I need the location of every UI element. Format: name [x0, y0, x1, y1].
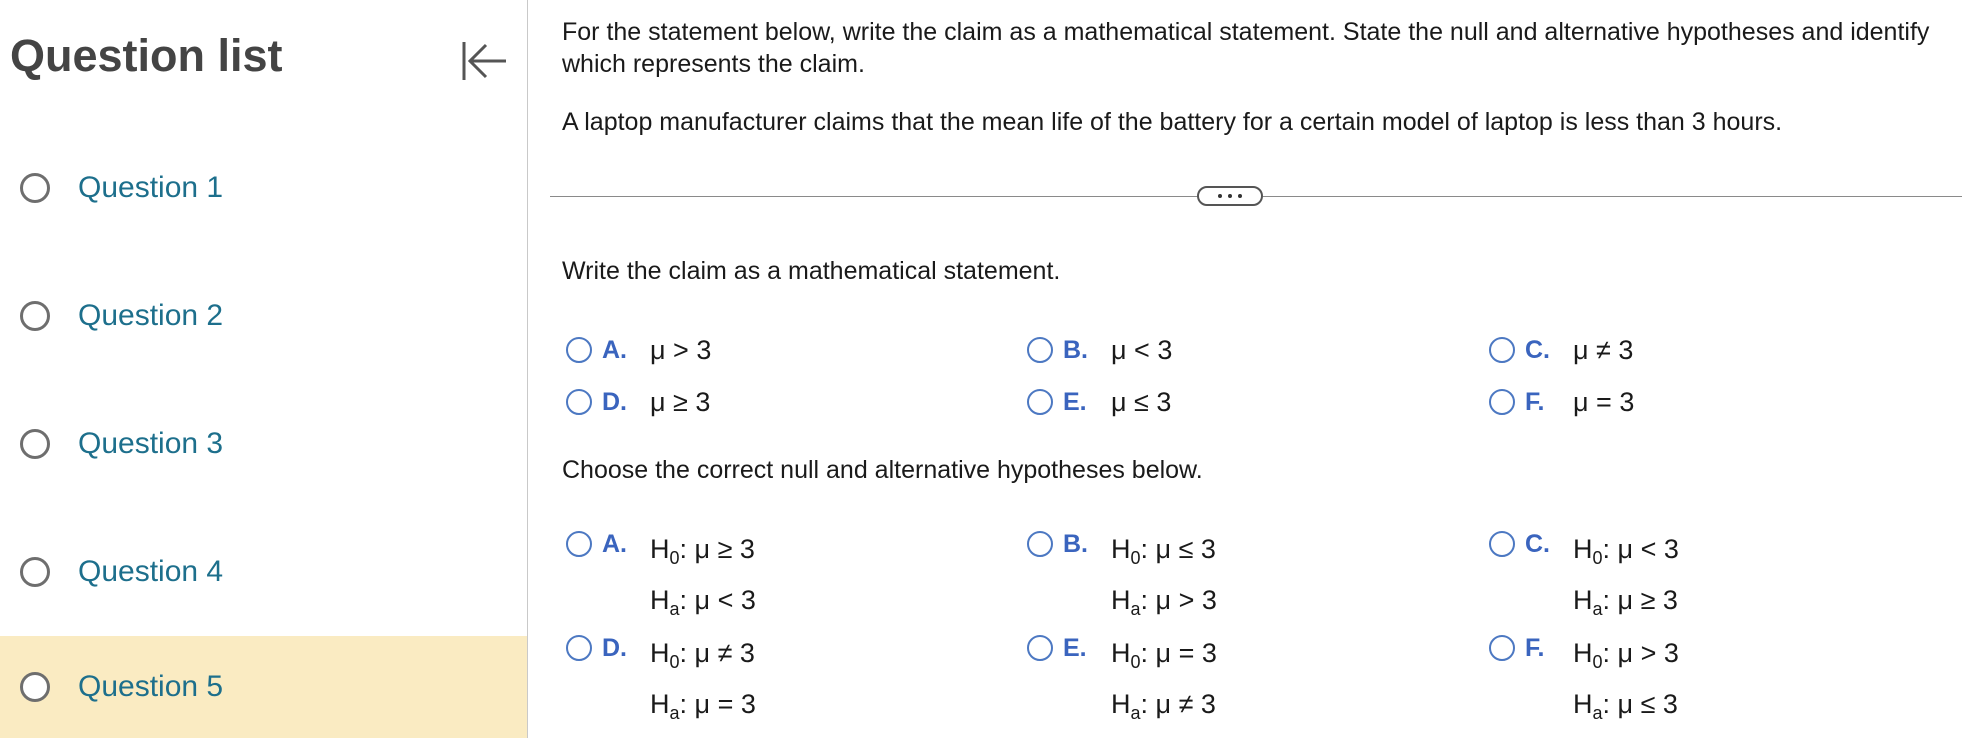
option-letter: B.	[1063, 336, 1088, 364]
question-content	[529, 0, 1962, 738]
null-hypothesis: $H_0$: μ ≠ 3	[650, 638, 755, 672]
question-instructions: For the statement below, write the claim as a mathematical statement. State the null and alternative hypotheses and identify which represents the claim.	[562, 18, 1930, 78]
part1-option-d[interactable]	[566, 386, 710, 418]
part2-prompt: Choose the correct null and alternative hypotheses below.	[562, 456, 1203, 484]
question-status-radio	[20, 557, 50, 587]
option-text: μ ≥ 3	[650, 387, 711, 417]
sidebar-item-question-5[interactable]	[0, 636, 527, 738]
claim-statement: A laptop manufacturer claims that the mean life of the battery for a certain model of laptop is less than 3 hours.	[562, 108, 1783, 136]
radio-button[interactable]	[566, 389, 592, 415]
alternative-hypothesis: $H_a$: μ > 3	[1111, 585, 1217, 619]
radio-button[interactable]	[1489, 635, 1515, 661]
null-hypothesis: $H_0$: μ ≤ 3	[1111, 534, 1216, 568]
part1-option-b[interactable]	[1027, 334, 1172, 366]
option-letter: C.	[1525, 336, 1550, 364]
option-letter: F.	[1525, 634, 1545, 662]
ellipsis-icon[interactable]	[1197, 186, 1263, 206]
part2-option-e[interactable]	[1027, 632, 1217, 734]
option-text: μ = 3	[1573, 387, 1635, 417]
alternative-hypothesis: $H_a$: μ ≥ 3	[1573, 585, 1678, 619]
null-hypothesis: $H_0$: μ > 3	[1573, 638, 1679, 672]
question-list-sidebar	[0, 0, 528, 738]
option-letter: E.	[1063, 634, 1087, 662]
option-letter: A.	[602, 336, 627, 364]
option-letter: D.	[602, 634, 627, 662]
question-status-radio	[20, 301, 50, 331]
null-hypothesis: $H_0$: μ ≥ 3	[650, 534, 755, 568]
sidebar-item-label: Question 3	[78, 427, 224, 460]
option-text: μ ≤ 3	[1111, 387, 1172, 417]
hypotheses-pair	[650, 528, 756, 630]
hypotheses-pair	[1111, 528, 1217, 630]
null-hypothesis: $H_0$: μ < 3	[1573, 534, 1679, 568]
option-letter: A.	[602, 530, 627, 558]
radio-button[interactable]	[1489, 531, 1515, 557]
hypotheses-pair	[650, 632, 756, 734]
option-letter: F.	[1525, 388, 1545, 416]
part1-prompt: Write the claim as a mathematical statement.	[562, 257, 1061, 285]
option-letter: D.	[602, 388, 627, 416]
part2-option-c[interactable]	[1489, 528, 1679, 630]
radio-button[interactable]	[1489, 389, 1515, 415]
option-letter: E.	[1063, 388, 1087, 416]
radio-button[interactable]	[566, 337, 592, 363]
radio-button[interactable]	[566, 531, 592, 557]
option-text: μ > 3	[650, 335, 712, 365]
hypotheses-pair	[1573, 528, 1679, 630]
question-status-radio	[20, 429, 50, 459]
radio-button[interactable]	[1027, 389, 1053, 415]
sidebar-title: Question list	[10, 30, 283, 81]
radio-button[interactable]	[1027, 337, 1053, 363]
option-text: μ ≠ 3	[1573, 335, 1634, 365]
sidebar-item-question-4[interactable]	[0, 514, 527, 630]
option-text: μ < 3	[1111, 335, 1173, 365]
hypotheses-pair	[1573, 632, 1679, 734]
alternative-hypothesis: $H_a$: μ = 3	[650, 689, 756, 723]
radio-button[interactable]	[566, 635, 592, 661]
option-letter: C.	[1525, 530, 1550, 558]
sidebar-item-question-2[interactable]	[0, 258, 527, 374]
question-status-radio	[20, 173, 50, 203]
option-letter: B.	[1063, 530, 1088, 558]
part1-option-c[interactable]	[1489, 334, 1633, 366]
sidebar-item-label: Question 2	[78, 299, 224, 332]
radio-button[interactable]	[1027, 531, 1053, 557]
sidebar-item-label: Question 1	[78, 171, 224, 204]
radio-button[interactable]	[1027, 635, 1053, 661]
part1-option-a[interactable]	[566, 334, 711, 366]
alternative-hypothesis: $H_a$: μ ≠ 3	[1111, 689, 1216, 723]
collapse-left-icon[interactable]	[458, 36, 510, 86]
part2-option-d[interactable]	[566, 632, 756, 734]
part2-option-b[interactable]	[1027, 528, 1217, 630]
null-hypothesis: $H_0$: μ = 3	[1111, 638, 1217, 672]
sidebar-item-label: Question 5	[78, 670, 224, 703]
alternative-hypothesis: $H_a$: μ < 3	[650, 585, 756, 619]
radio-button[interactable]	[1489, 337, 1515, 363]
sidebar-item-question-1[interactable]	[0, 130, 527, 246]
part2-option-f[interactable]	[1489, 632, 1679, 734]
question-status-radio	[20, 672, 50, 702]
part1-option-f[interactable]	[1489, 386, 1634, 418]
hypotheses-pair	[1111, 632, 1217, 734]
alternative-hypothesis: $H_a$: μ ≤ 3	[1573, 689, 1678, 723]
part2-option-a[interactable]	[566, 528, 756, 630]
sidebar-item-label: Question 4	[78, 555, 224, 588]
sidebar-item-question-3[interactable]	[0, 386, 527, 502]
part1-option-e[interactable]	[1027, 386, 1171, 418]
